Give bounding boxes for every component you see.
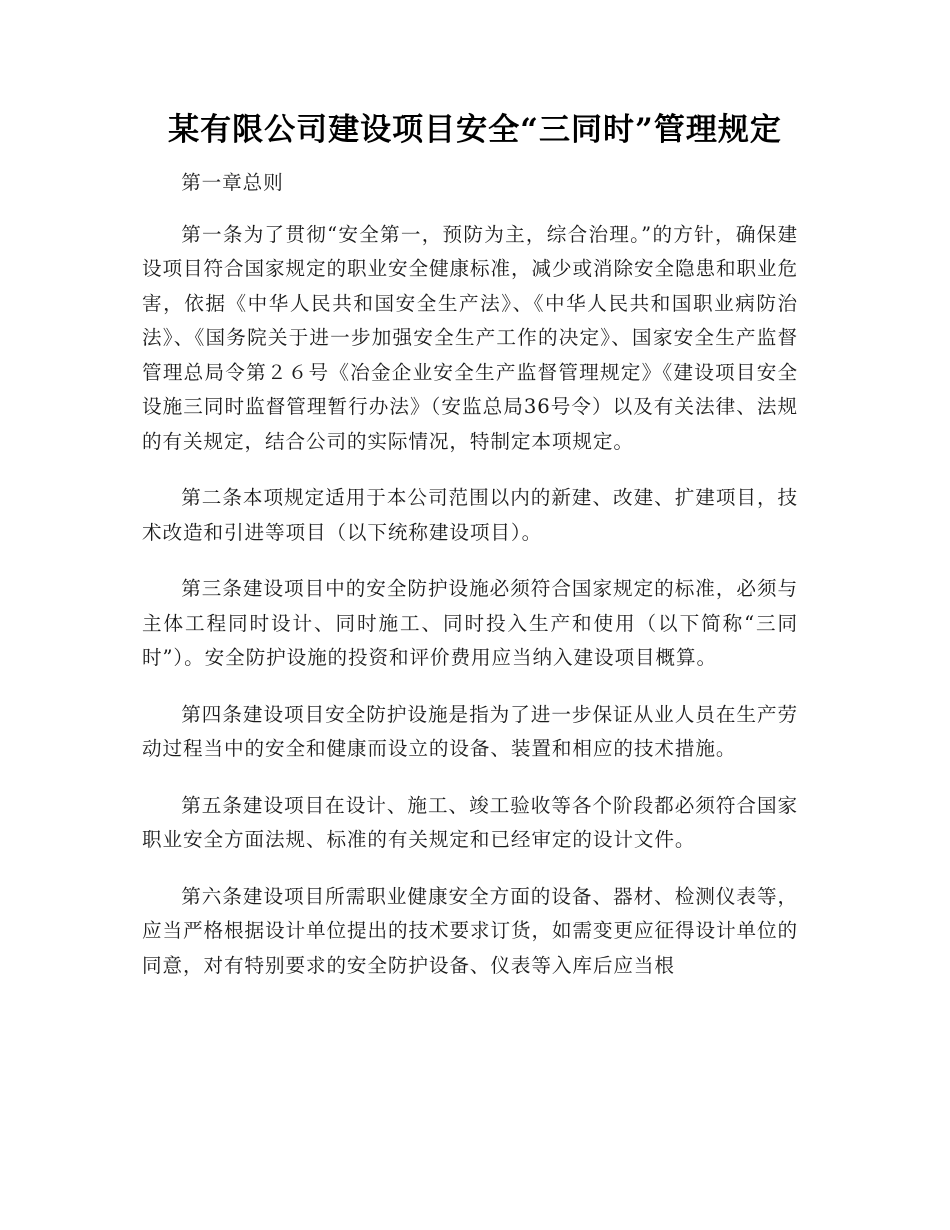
document-body <box>142 166 798 1005</box>
chapter-heading: 第一章总则 <box>181 171 284 194</box>
article-1: 第一条为了贯彻“安全第一，预防为主，综合治理。”的方针，确保建设项目符合国家规定的职业安全健康标准，减少或消除安全隐患和职业危害，依据《中华人民共和国安全生产法》、《中华人民共和国职业病防治法》、《国务院关于进一步加强安全生产工作的决定》、国家安全生产监督管理总局令第２６号《冶金企业安全生产监督管理规定》《建设项目安全设施三同时监督管理暂行办法》（安监总局36号令）以及有关法律、法规的有关规定，结合公司的实际情况，特制定本项规定。 <box>142 222 798 453</box>
article-2: 第二条本项规定适用于本公司范围以内的新建、改建、扩建项目，技术改造和引进等项目（以下统称建设项目）。 <box>142 486 798 544</box>
article-3: 第三条建设项目中的安全防护设施必须符合国家规定的标准，必须与主体工程同时设计、同时施工、同时投入生产和使用（以下简称“三同时”）。安全防护设施的投资和评价费用应当纳入建设项目概算。 <box>142 577 798 669</box>
article-4: 第四条建设项目安全防护设施是指为了进一步保证从业人员在生产劳动过程当中的安全和健康而设立的设备、装置和相应的技术措施。 <box>142 702 798 760</box>
article-6: 第六条建设项目所需职业健康安全方面的设备、器材、检测仪表等，应当严格根据设计单位提出的技术要求订货，如需变更应征得设计单位的同意，对有特别要求的安全防护设备、仪表等入库后应当根 <box>142 884 798 977</box>
document-title: 某有限公司建设项目安全“三同时”管理规定 <box>168 112 782 148</box>
article-5: 第五条建设项目在设计、施工、竣工验收等各个阶段都必须符合国家职业安全方面法规、标准的有关规定和已经审定的设计文件。 <box>142 793 798 851</box>
